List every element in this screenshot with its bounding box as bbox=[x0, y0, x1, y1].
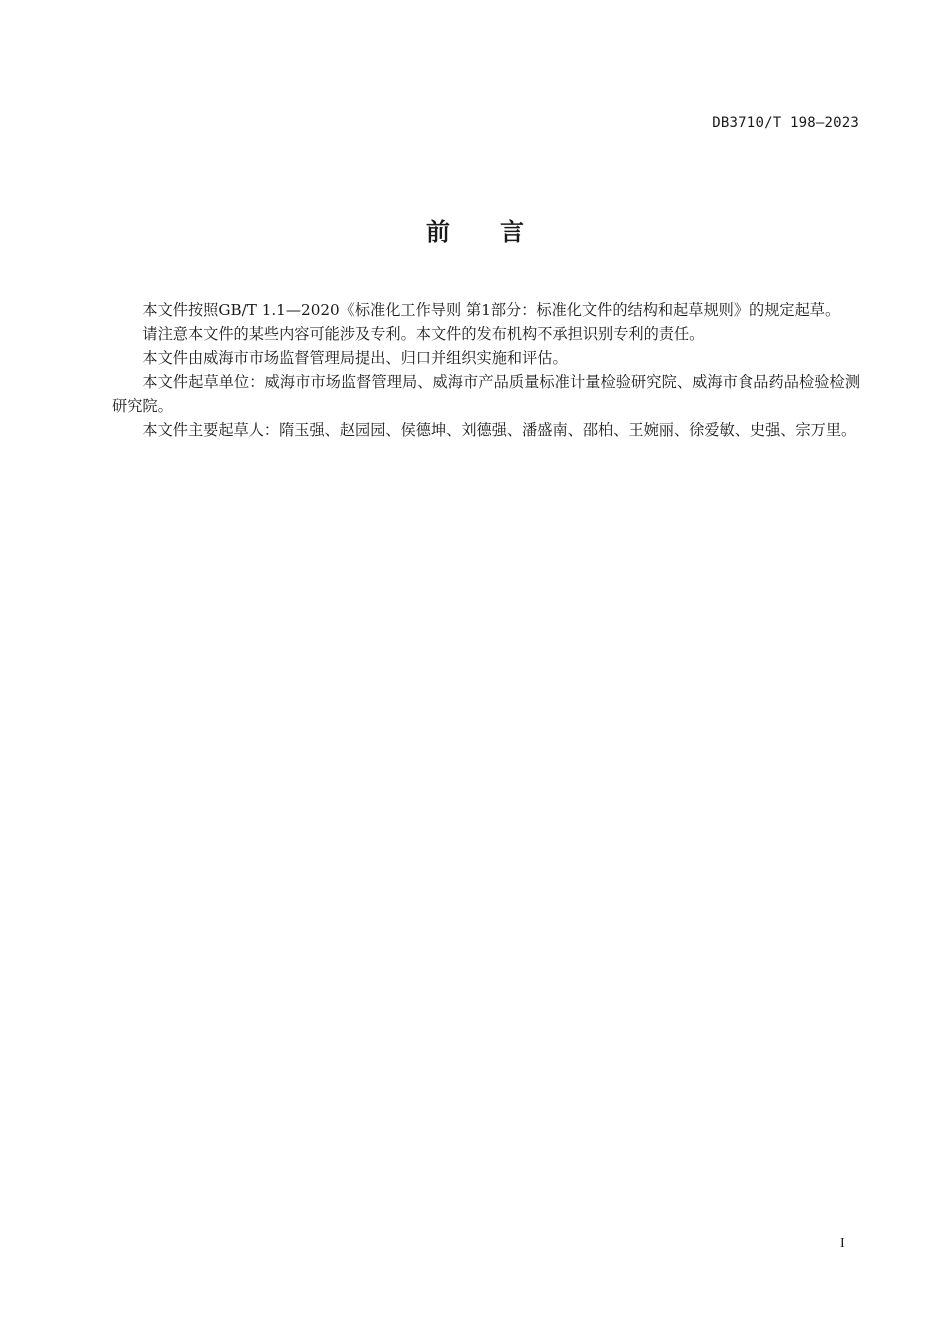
page-title: 前言 bbox=[426, 218, 574, 246]
paragraph-drafting-units: 本文件起草单位：威海市市场监督管理局、威海市产品质量标准计量检验研究院、威海市食品药品检验检测研究院。 bbox=[112, 373, 860, 415]
paragraph-proposer: 本文件由威海市市场监督管理局提出、归口并组织实施和评估。 bbox=[142, 349, 568, 367]
paragraph-patent-notice: 请注意本文件的某些内容可能涉及专利。本文件的发布机构不承担识别专利的责任。 bbox=[142, 325, 705, 343]
page-number: I bbox=[840, 1236, 845, 1251]
foreword-body bbox=[112, 298, 860, 442]
paragraph-drafters: 本文件主要起草人：隋玉强、赵园园、侯德坤、刘德强、潘盛南、邵柏、王婉丽、徐爱敏、史强、宗万里。 bbox=[142, 421, 857, 439]
paragraph-drafting-rules: 本文件按照GB/T 1.1—2020《标准化工作导则 第1部分：标准化文件的结构和起草规则》的规定起草。 bbox=[142, 301, 841, 319]
document-number: DB3710/T 198—2023 bbox=[712, 115, 859, 131]
